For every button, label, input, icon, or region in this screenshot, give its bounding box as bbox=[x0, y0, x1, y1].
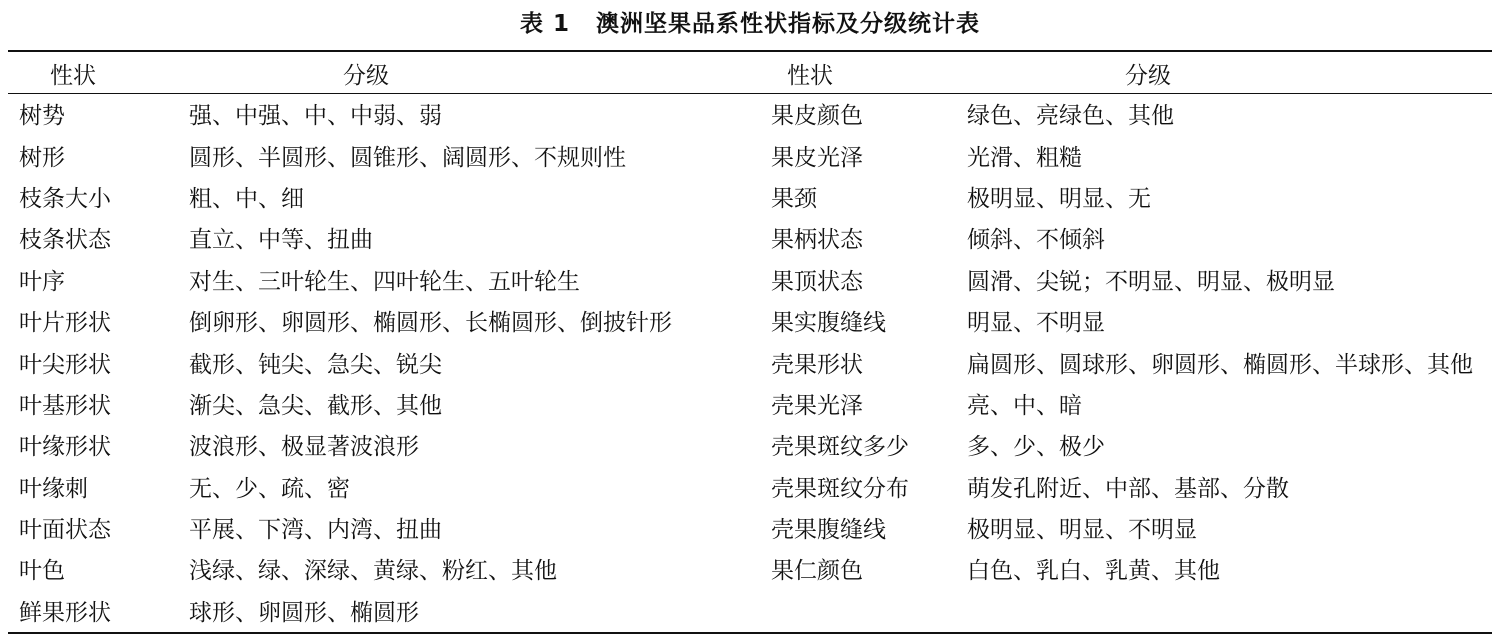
trait-left-cell: 叶尖形状 bbox=[19, 351, 111, 378]
trait-right-cell: 壳果斑纹分布 bbox=[771, 475, 909, 502]
trait-right-cell bbox=[763, 590, 963, 631]
grade-left-cell: 浅绿、绿、深绿、黄绿、粉红、其他 bbox=[189, 558, 557, 585]
trait-right-cell: 果实腹缝线 bbox=[771, 310, 886, 337]
table-row bbox=[8, 548, 1492, 589]
grade-left-cell: 平展、下湾、内湾、扭曲 bbox=[189, 517, 442, 544]
grade-left-cell: 球形、卵圆形、椭圆形 bbox=[189, 599, 419, 626]
table-row bbox=[8, 590, 1492, 631]
grade-right-cell: 白色、乳白、乳黄、其他 bbox=[967, 558, 1220, 585]
trait-left-cell: 树势 bbox=[19, 103, 65, 130]
trait-left-cell: 叶基形状 bbox=[19, 392, 111, 419]
table-row bbox=[8, 93, 1492, 134]
grade-right-cell: 萌发孔附近、中部、基部、分散 bbox=[967, 475, 1289, 502]
table-row bbox=[8, 507, 1492, 548]
trait-right-cell: 壳果腹缝线 bbox=[771, 517, 886, 544]
header-trait-left: 性状 bbox=[50, 62, 96, 89]
trait-right-cell: 壳果形状 bbox=[771, 351, 863, 378]
table-row bbox=[8, 300, 1492, 341]
grade-left-cell: 对生、三叶轮生、四叶轮生、五叶轮生 bbox=[189, 268, 580, 295]
table-row bbox=[8, 134, 1492, 175]
trait-right-cell: 果柄状态 bbox=[771, 227, 863, 254]
grade-left-cell: 倒卵形、卵圆形、椭圆形、长椭圆形、倒披针形 bbox=[189, 310, 672, 337]
trait-left-cell: 叶面状态 bbox=[19, 517, 111, 544]
grade-left-cell: 强、中强、中、中弱、弱 bbox=[189, 103, 442, 130]
trait-right-cell: 果皮光泽 bbox=[771, 144, 863, 171]
header-grade-right: 分级 bbox=[1125, 62, 1171, 89]
trait-left-cell: 叶片形状 bbox=[19, 310, 111, 337]
grade-left-cell: 截形、钝尖、急尖、锐尖 bbox=[189, 351, 442, 378]
table-row bbox=[8, 466, 1492, 507]
trait-right-cell: 果皮颜色 bbox=[771, 103, 863, 130]
trait-right-cell: 果仁颜色 bbox=[771, 558, 863, 585]
trait-right-cell: 果颈 bbox=[771, 185, 817, 212]
grade-right-cell: 亮、中、暗 bbox=[967, 392, 1082, 419]
trait-left-cell: 树形 bbox=[19, 144, 65, 171]
grade-left-cell: 无、少、疏、密 bbox=[189, 475, 350, 502]
grade-right-cell: 极明显、明显、无 bbox=[967, 185, 1151, 212]
grade-left-cell: 圆形、半圆形、圆锥形、阔圆形、不规则性 bbox=[189, 144, 626, 171]
table-row bbox=[8, 176, 1492, 217]
trait-left-cell: 枝条状态 bbox=[19, 227, 111, 254]
trait-left-cell: 叶缘刺 bbox=[19, 475, 88, 502]
table-title: 澳洲坚果品系性状指标及分级统计表 bbox=[596, 11, 980, 37]
grade-right-cell: 多、少、极少 bbox=[967, 434, 1105, 461]
grade-right-cell: 光滑、粗糙 bbox=[967, 144, 1082, 171]
header-trait-right: 性状 bbox=[787, 62, 833, 89]
table-caption bbox=[0, 8, 1500, 40]
grade-left-cell: 直立、中等、扭曲 bbox=[189, 227, 373, 254]
table-row bbox=[8, 383, 1492, 424]
trait-left-cell: 鲜果形状 bbox=[19, 599, 111, 626]
grade-left-cell: 渐尖、急尖、截形、其他 bbox=[189, 392, 442, 419]
trait-right-cell: 壳果光泽 bbox=[771, 392, 863, 419]
grade-left-cell: 粗、中、细 bbox=[189, 185, 304, 212]
trait-left-cell: 叶缘形状 bbox=[19, 434, 111, 461]
table-header-row bbox=[8, 53, 1492, 93]
grade-right-cell bbox=[963, 590, 1492, 631]
header-grade-left: 分级 bbox=[343, 62, 389, 89]
trait-right-cell: 果顶状态 bbox=[771, 268, 863, 295]
grade-right-cell: 倾斜、不倾斜 bbox=[967, 227, 1105, 254]
grade-right-cell: 圆滑、尖锐；不明显、明显、极明显 bbox=[967, 268, 1335, 295]
table-row bbox=[8, 341, 1492, 382]
grade-right-cell: 扁圆形、圆球形、卵圆形、椭圆形、半球形、其他 bbox=[967, 351, 1473, 378]
table-number: 表 1 bbox=[519, 11, 570, 37]
table-row bbox=[8, 424, 1492, 465]
bottom-rule bbox=[8, 632, 1492, 634]
trait-right-cell: 壳果斑纹多少 bbox=[771, 434, 909, 461]
table-row bbox=[8, 217, 1492, 258]
grade-right-cell: 明显、不明显 bbox=[967, 310, 1105, 337]
trait-left-cell: 枝条大小 bbox=[19, 185, 111, 212]
top-rule bbox=[8, 50, 1492, 52]
table-row bbox=[8, 259, 1492, 300]
trait-grade-table bbox=[8, 53, 1492, 631]
trait-left-cell: 叶色 bbox=[19, 558, 65, 585]
grade-right-cell: 绿色、亮绿色、其他 bbox=[967, 103, 1174, 130]
grade-left-cell: 波浪形、极显著波浪形 bbox=[189, 434, 419, 461]
trait-left-cell: 叶序 bbox=[19, 268, 65, 295]
grade-right-cell: 极明显、明显、不明显 bbox=[967, 517, 1197, 544]
